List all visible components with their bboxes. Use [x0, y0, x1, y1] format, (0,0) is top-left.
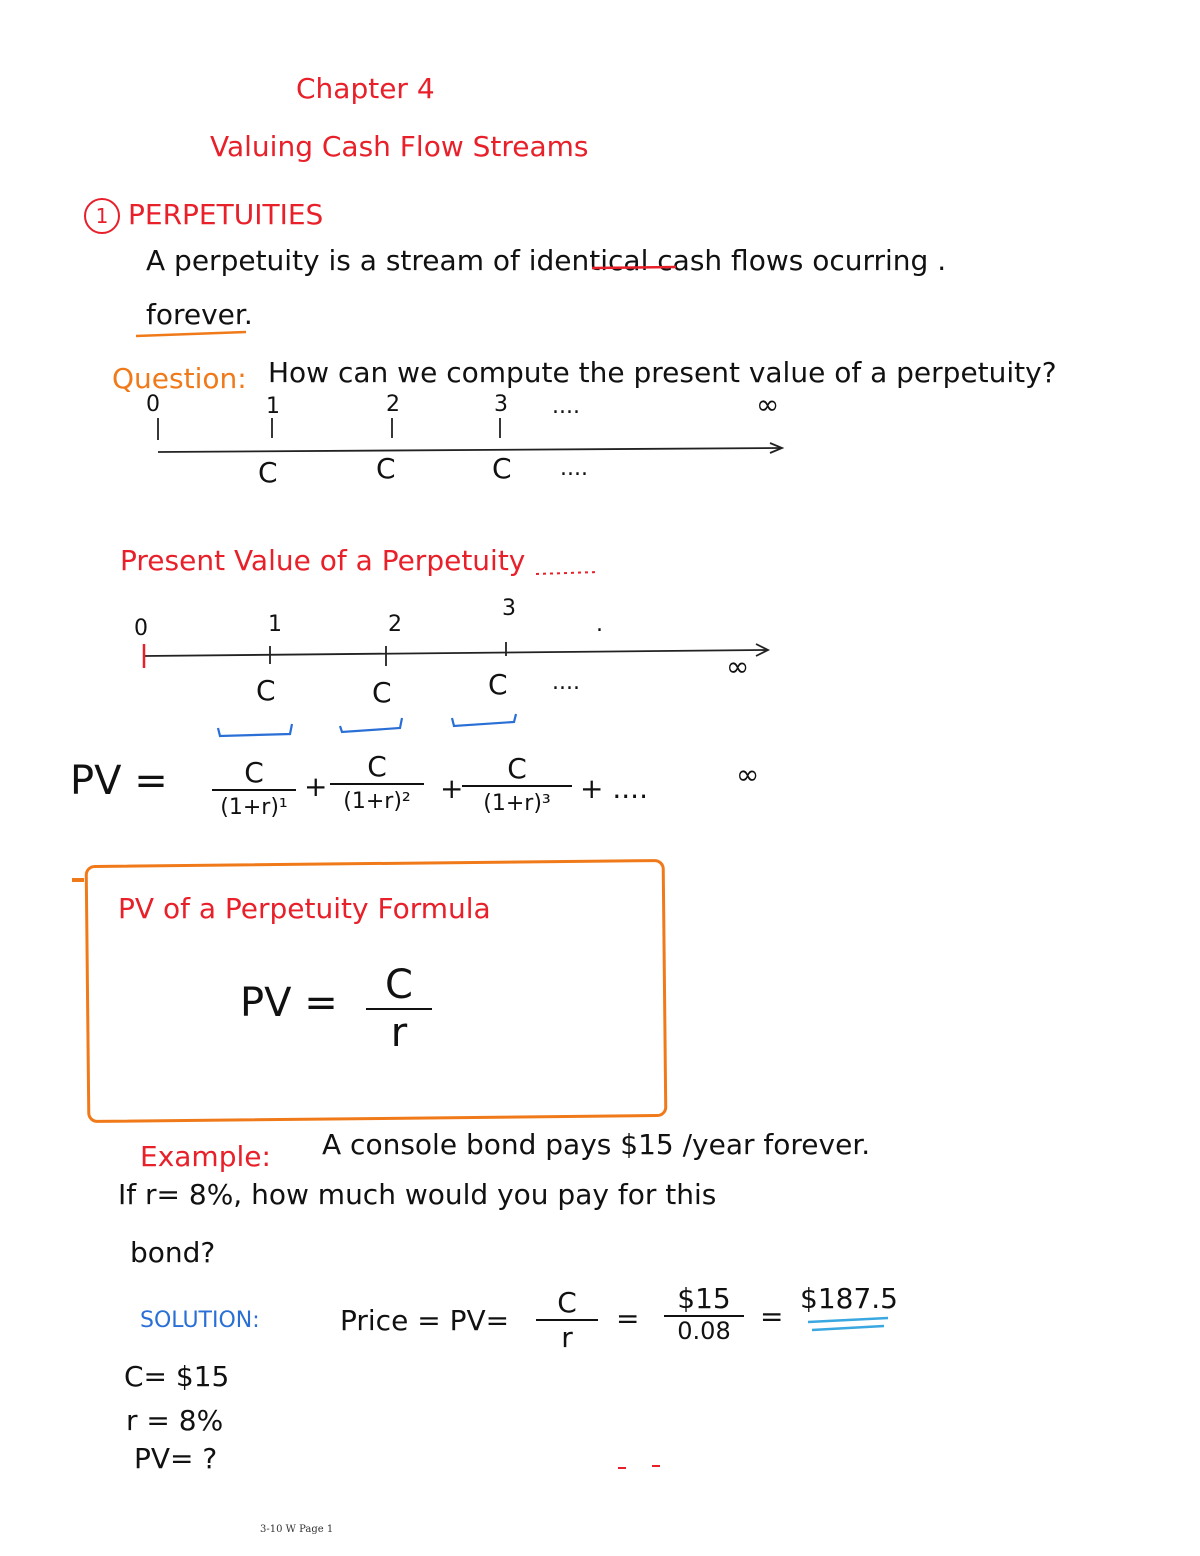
- timeline2-cashflow: C: [372, 676, 392, 709]
- timeline2-infinity: ∞: [726, 650, 750, 683]
- formula-denominator: r: [366, 1008, 432, 1056]
- pv-term-numerator: C: [244, 756, 264, 789]
- price-denominator: 0.08: [664, 1315, 744, 1345]
- formula-title: PV of a Perpetuity Formula: [118, 892, 491, 925]
- example-line-3: bond?: [130, 1236, 216, 1269]
- definition-line-2: forever.: [146, 298, 253, 331]
- given-r: r = 8%: [126, 1404, 224, 1437]
- pv-equation-lhs: PV =: [70, 758, 168, 804]
- series-infinity: ∞: [736, 758, 760, 791]
- price-answer: $187.5: [800, 1282, 898, 1315]
- timeline2-cashflow: C: [256, 674, 276, 707]
- timeline1-cashflow: C: [376, 452, 396, 485]
- timeline1-tick-label: 0: [146, 392, 160, 417]
- period-bracket: [452, 714, 516, 726]
- pv-term-denominator: (1+r)²: [330, 783, 424, 814]
- example-line-2: If r= 8%, how much would you pay for this: [118, 1178, 717, 1211]
- plus-sign: +: [440, 772, 464, 805]
- page-footer: 3-10 W Page 1: [260, 1524, 334, 1535]
- timeline2-ellipsis: ....: [552, 670, 580, 695]
- underline-identical: [592, 267, 676, 268]
- period-bracket: [218, 724, 292, 736]
- solution-label: SOLUTION:: [140, 1308, 260, 1333]
- price-numerator: C: [557, 1286, 577, 1319]
- pv-section-heading: Present Value of a Perpetuity: [120, 544, 526, 577]
- equals-sign: =: [760, 1300, 784, 1333]
- timeline1-infinity: ∞: [756, 388, 780, 421]
- chapter-title: Valuing Cash Flow Streams: [210, 130, 589, 163]
- formula-numerator: C: [385, 962, 413, 1008]
- formula-lhs: PV =: [240, 980, 338, 1026]
- question-text: How can we compute the present value of a perpetuity?: [268, 356, 1057, 389]
- timeline2-dot: .: [596, 612, 603, 637]
- stray-marks: [618, 1466, 660, 1468]
- answer-underline: [812, 1326, 884, 1330]
- price-lhs: Price = PV=: [340, 1304, 510, 1337]
- timeline2-cashflow: C: [488, 668, 508, 701]
- pv-term-denominator: (1+r)¹: [212, 789, 296, 820]
- example-label: Example:: [140, 1140, 271, 1173]
- underline-forever: [136, 332, 246, 336]
- pv-term-denominator: (1+r)³: [462, 785, 572, 816]
- timeline2-tick-label: 1: [268, 612, 282, 637]
- timeline1-cashflow: C: [492, 452, 512, 485]
- heading-dots: [536, 572, 598, 574]
- timeline2-tick-label: 3: [502, 596, 516, 621]
- section-heading: PERPETUITIES: [128, 198, 324, 231]
- equals-sign: =: [616, 1302, 640, 1335]
- timeline2-tick-label: 2: [388, 612, 402, 637]
- price-numerator: $15: [677, 1282, 731, 1315]
- timeline1-tick-label: 1: [266, 394, 280, 419]
- pv-term-numerator: C: [367, 750, 387, 783]
- series-continuation: + ....: [580, 772, 648, 805]
- timeline1-ticks: [158, 418, 500, 440]
- given-pv: PV= ?: [134, 1442, 218, 1475]
- definition-line-1: A perpetuity is a stream of identical cash flows ocurring .: [146, 244, 947, 277]
- answer-underline: [808, 1318, 888, 1322]
- timeline1-ellipsis: ....: [552, 394, 580, 419]
- example-line-1: A console bond pays $15 /year forever.: [322, 1128, 871, 1161]
- section-number-circle: 1: [84, 198, 120, 234]
- timeline1-ellipsis: ....: [560, 456, 588, 481]
- chapter-heading: Chapter 4: [296, 72, 435, 105]
- question-label: Question:: [112, 362, 247, 395]
- timeline1-cashflow: C: [258, 456, 278, 489]
- timeline2-axis: [144, 650, 766, 656]
- price-denominator: r: [536, 1319, 598, 1354]
- timeline1-axis: [158, 448, 780, 452]
- timeline2-tick-label: 0: [134, 616, 148, 641]
- period-bracket: [340, 718, 402, 732]
- given-c: C= $15: [124, 1360, 230, 1393]
- plus-sign: +: [304, 770, 328, 803]
- timeline1-tick-label: 3: [494, 392, 508, 417]
- pv-term-numerator: C: [507, 752, 527, 785]
- timeline1-tick-label: 2: [386, 392, 400, 417]
